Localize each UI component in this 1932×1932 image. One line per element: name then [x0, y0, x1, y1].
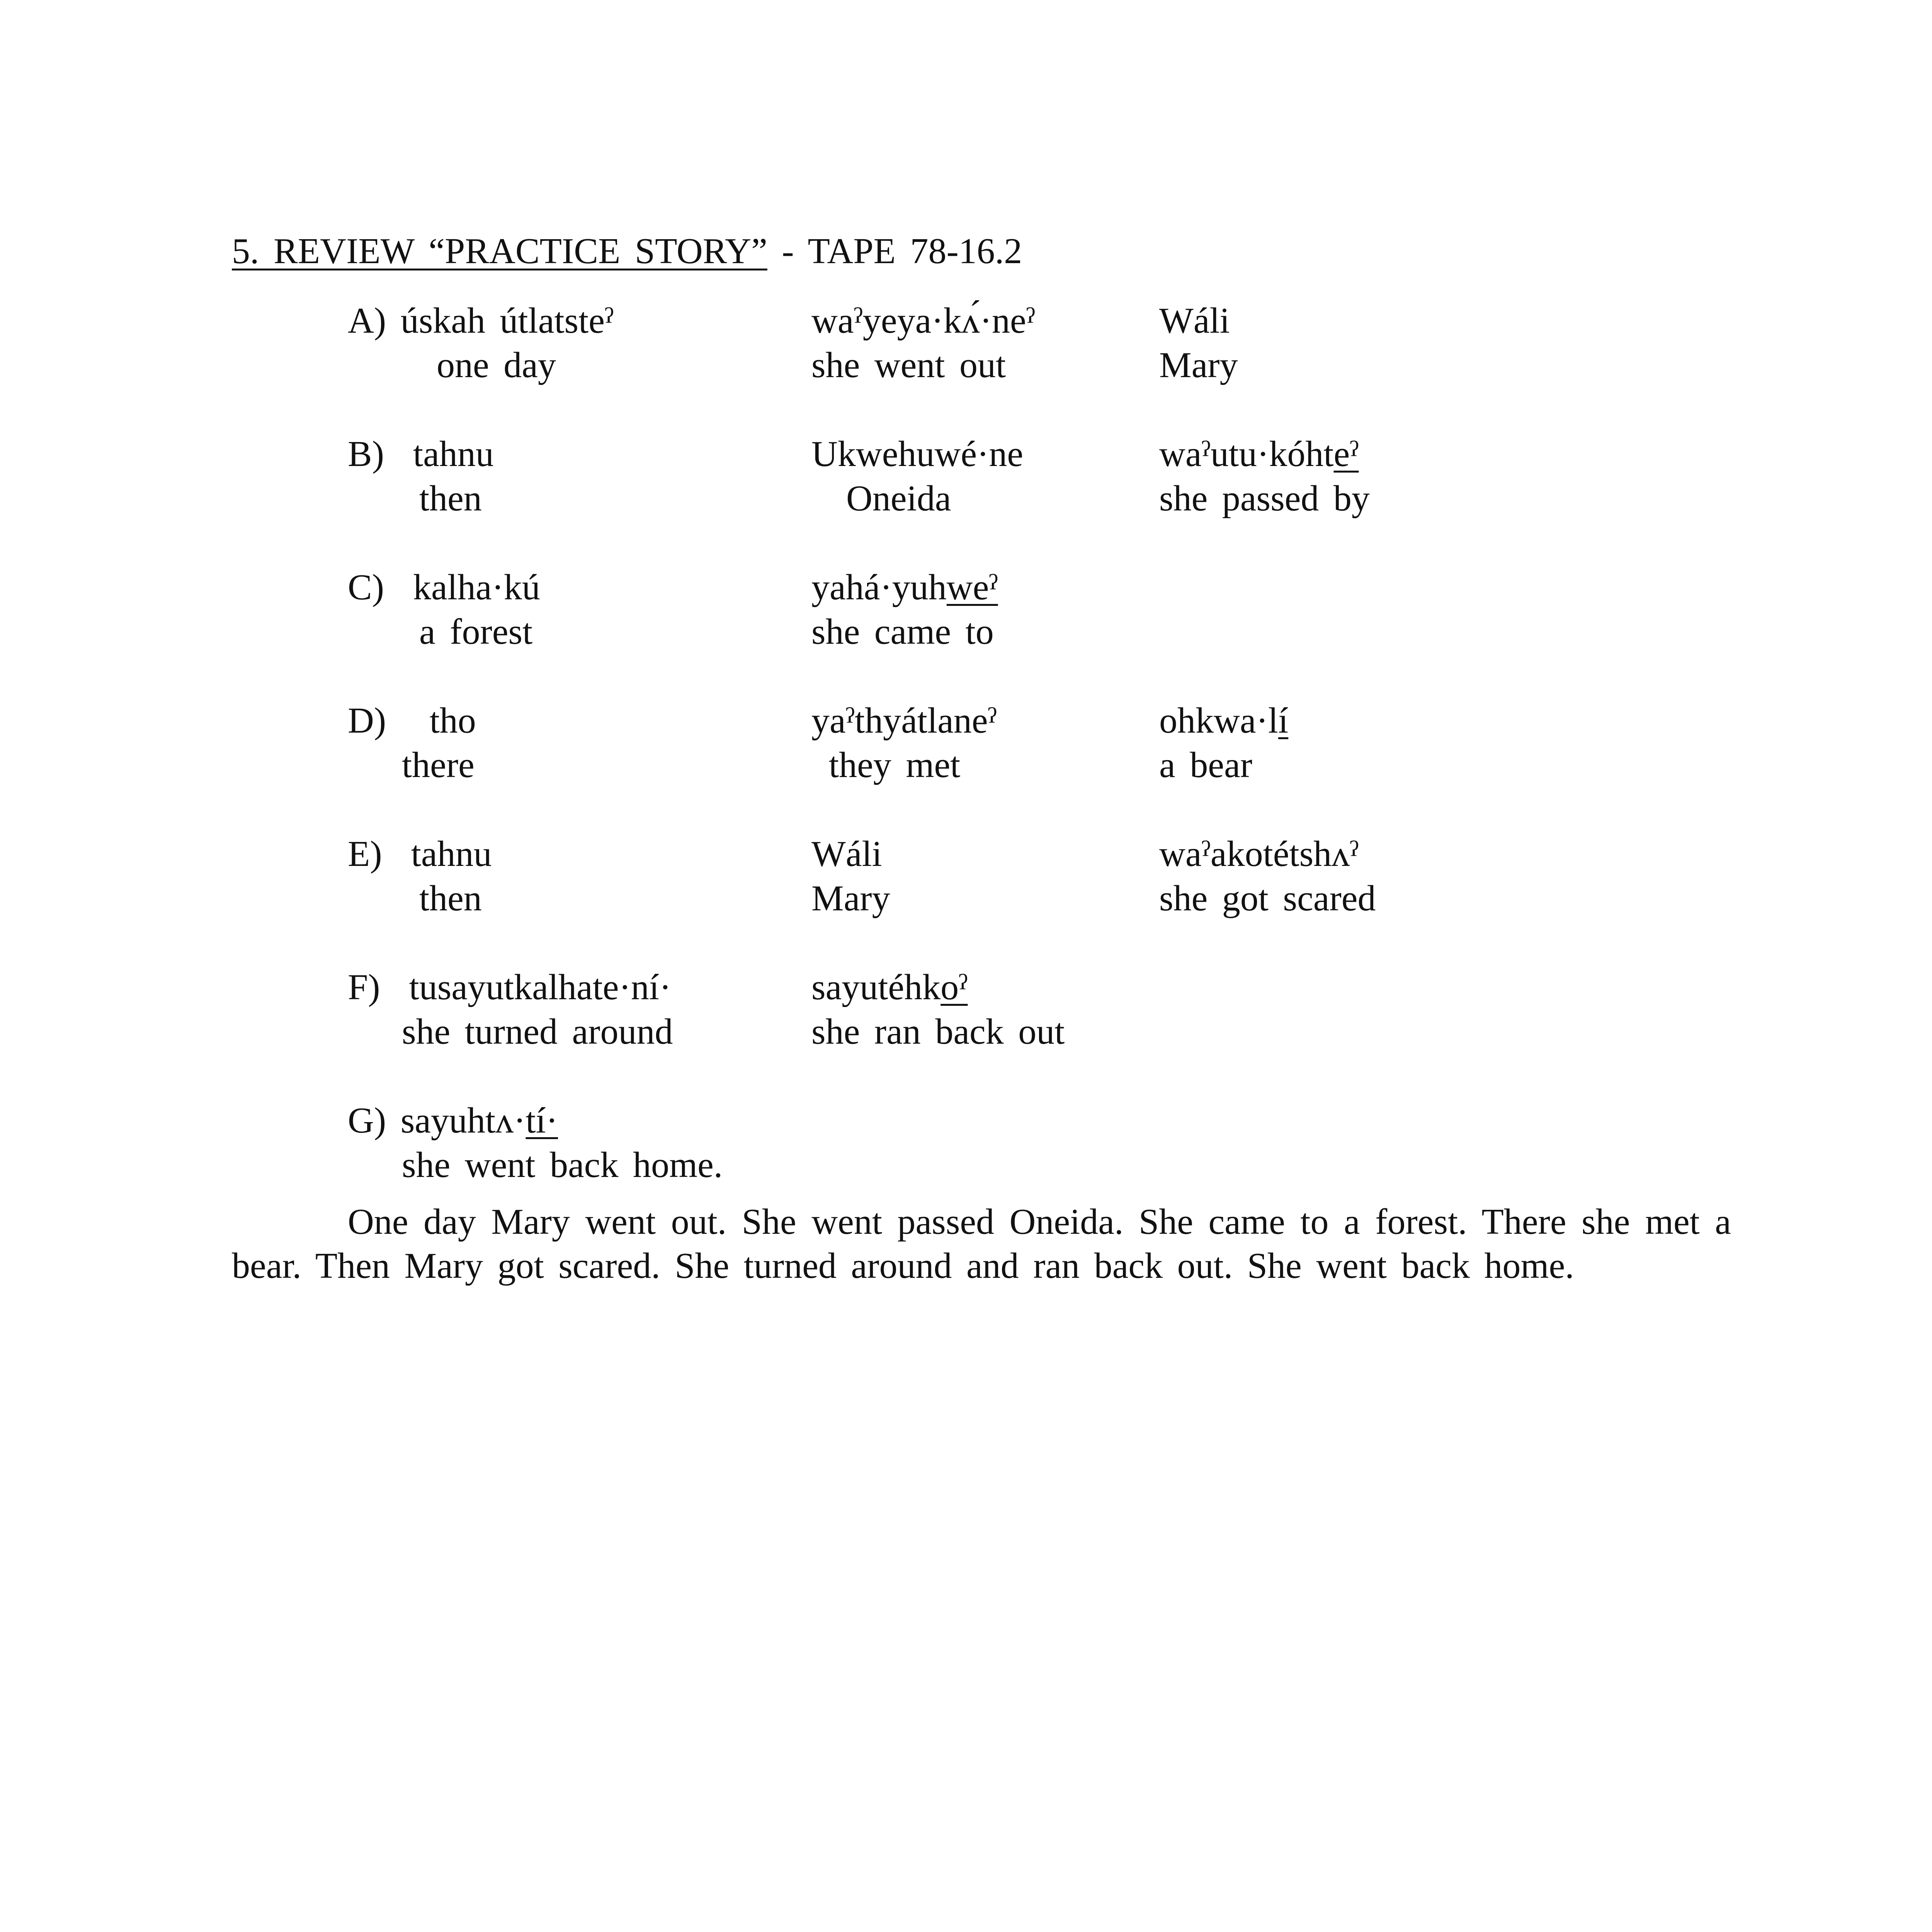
row-b-col2-english: Oneida	[846, 478, 951, 519]
row-b-col3-oneida	[1159, 431, 1359, 477]
row-c-english: a forest	[419, 612, 533, 652]
row-f-col2-oneida	[811, 964, 968, 1010]
row-d-col2-english: they met	[829, 745, 961, 785]
oneida-phrase: úskah útlatsteˀ	[400, 301, 614, 341]
row-a-col3-english: Mary	[1159, 345, 1238, 385]
oneida-underlined: í	[1278, 701, 1289, 741]
row-label: C)	[348, 567, 384, 607]
row-a-col2-english: she went out	[811, 345, 1006, 385]
row-label: F)	[348, 967, 380, 1007]
oneida-underlined: weˀ	[946, 567, 998, 607]
oneida-plain: yahá·yuh	[811, 567, 947, 607]
oneida-underlined: eˀ	[1333, 434, 1359, 474]
row-b-col3-english: she passed by	[1159, 478, 1370, 519]
row-b-col2-oneida: Ukwehuwé·ne	[811, 434, 1024, 474]
oneida-phrase: tahnu	[411, 834, 492, 874]
row-g-oneida	[348, 1097, 558, 1144]
row-label: G)	[348, 1100, 386, 1141]
row-a-oneida	[348, 298, 614, 344]
oneida-phrase: tusayutkalhate·ní·	[409, 967, 672, 1007]
section-title-tape: - TAPE 78-16.2	[767, 231, 1022, 271]
row-e-col3-english: she got scared	[1159, 878, 1376, 918]
oneida-phrase: tahnu	[413, 434, 494, 474]
row-g-english: she went back home.	[402, 1145, 723, 1185]
row-d-oneida	[348, 697, 476, 744]
row-e-col3-oneida: waˀakotétshʌˀ	[1159, 834, 1359, 874]
row-d-col3-english: a bear	[1159, 745, 1252, 785]
oneida-underlined: tí·	[526, 1100, 558, 1141]
row-d-col2-oneida: yaˀthyátlaneˀ	[811, 701, 997, 741]
story-translation-paragraph: One day Mary went out. She went passed Oneida. She came to a forest. There she met a bear. Then Mary got scared. She turned around and ran back out. She went back home.	[232, 1202, 1731, 1286]
section-title-underlined: 5. REVIEW “PRACTICE STORY”	[232, 231, 767, 271]
row-a-english: one day	[437, 345, 556, 385]
row-e-col2-english: Mary	[811, 878, 890, 918]
row-label: E)	[348, 834, 382, 874]
row-a-col3-oneida: Wáli	[1159, 301, 1230, 341]
oneida-phrase: tho	[429, 701, 476, 741]
row-label: A)	[348, 301, 386, 341]
section-title	[232, 228, 1022, 274]
row-e-english: then	[419, 878, 482, 918]
row-c-col2-english: she came to	[811, 612, 994, 652]
row-label: B)	[348, 434, 384, 474]
row-f-english: she turned around	[402, 1012, 673, 1052]
oneida-phrase: kalha·kú	[413, 567, 540, 607]
row-a-col2-oneida: waˀyeya·kʌ́·neˀ	[811, 301, 1036, 341]
row-c-col2-oneida	[811, 564, 998, 611]
row-d-col3-oneida	[1159, 697, 1288, 744]
oneida-plain: ohkwa·l	[1159, 701, 1279, 741]
oneida-plain: sayuhtʌ·	[400, 1100, 526, 1141]
oneida-plain: sayutéhk	[811, 967, 941, 1007]
row-e-oneida	[348, 831, 492, 877]
row-b-oneida	[348, 431, 494, 477]
row-b-english: then	[419, 478, 482, 519]
row-label: D)	[348, 701, 386, 741]
row-f-col2-english: she ran back out	[811, 1012, 1065, 1052]
row-f-oneida	[348, 964, 671, 1010]
oneida-plain: waˀutu·kóht	[1159, 434, 1334, 474]
row-d-english: there	[402, 745, 474, 785]
row-e-col2-oneida: Wáli	[811, 834, 882, 874]
oneida-underlined: oˀ	[940, 967, 968, 1007]
row-c-oneida	[348, 564, 540, 611]
